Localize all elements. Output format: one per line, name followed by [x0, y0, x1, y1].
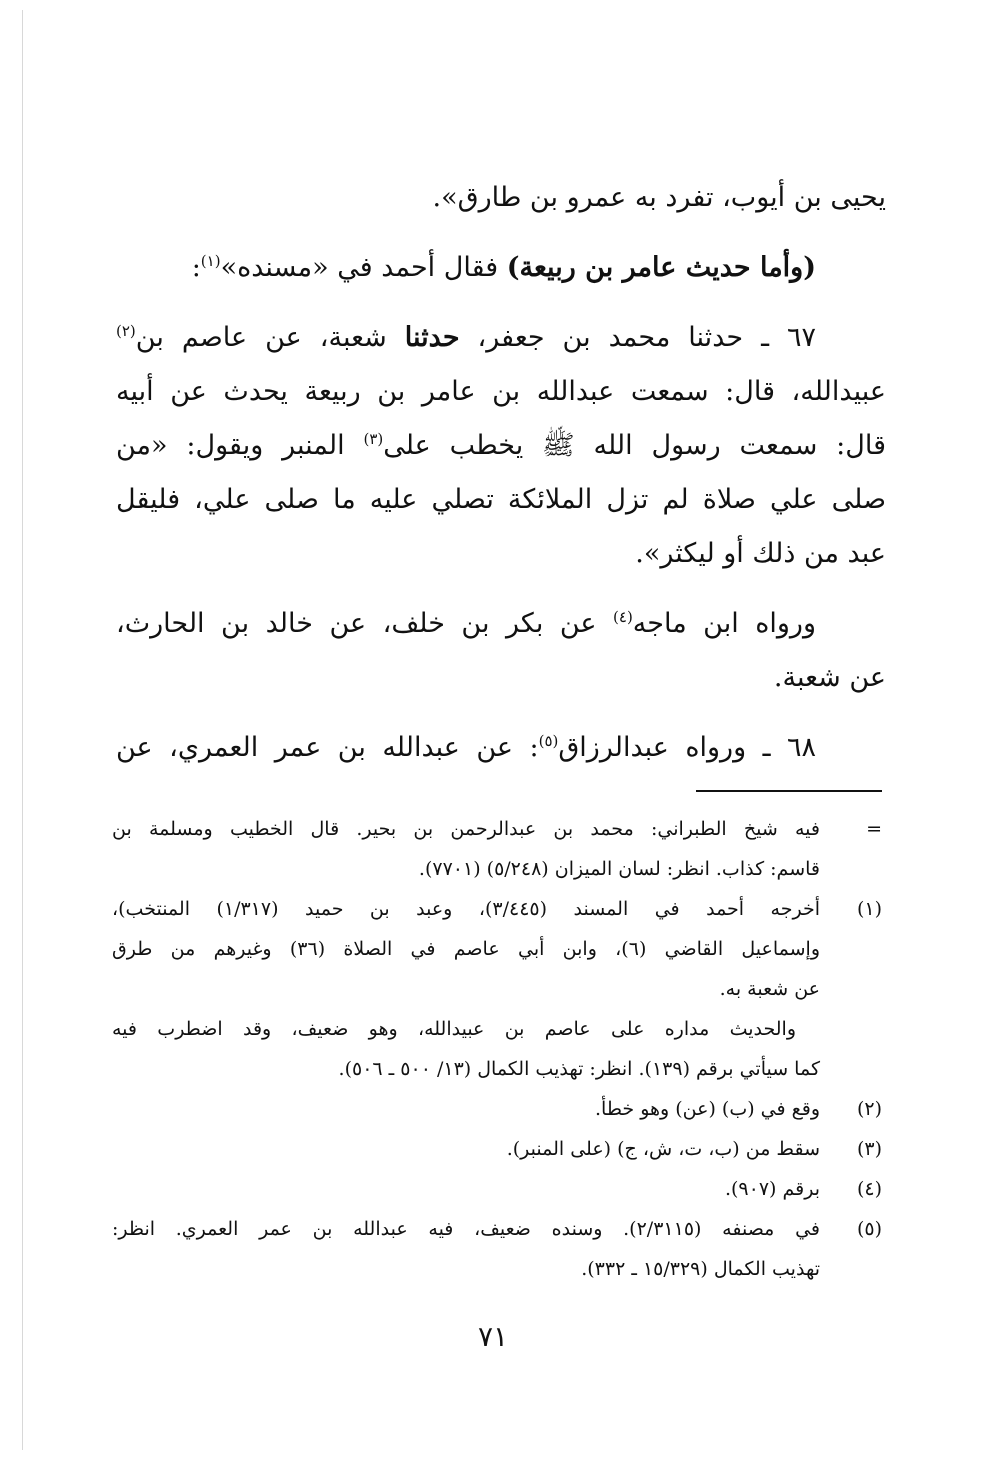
footnote-text: برقم (٩٠٧). — [724, 1178, 820, 1200]
footnote-number: (٢) — [856, 1098, 882, 1120]
footnote-1 — [112, 934, 882, 974]
footnotes — [112, 814, 882, 1294]
main-line — [116, 176, 886, 230]
footnote-text: عن شعبة به. — [719, 978, 820, 1000]
footnote-text: كما سيأتي برقم (١٣٩). انظر: تهذيب الكمال (١٣/ ٥٠٠ ـ ٥٠٦). — [338, 1058, 820, 1080]
text-line: عبد من ذلك أو ليكثر». — [635, 538, 886, 569]
footnote-ref: (١) — [200, 252, 221, 270]
section-heading — [116, 246, 886, 300]
ibn-majah-line-2 — [116, 656, 886, 710]
heading-rest: فقال أحمد في «مسنده» — [220, 252, 507, 283]
footnote-text: وقع في (ب) (عن) وهو خطأ. — [595, 1098, 820, 1120]
hadith-67-line-5 — [116, 532, 886, 586]
footnote-number: (١) — [856, 898, 882, 920]
text-part: شعبة، عن عاصم بن — [135, 322, 405, 353]
footnote-1 — [112, 1014, 882, 1054]
text-part: : عن عبدالله بن عمر العمري، عن — [116, 732, 539, 763]
heading-bold: (وأما حديث عامر بن ربيعة) — [506, 252, 816, 283]
hadith-number: ٦٧ ـ — [743, 322, 817, 353]
footnote-number: (٣) — [856, 1138, 882, 1160]
footnote-number: (٤) — [856, 1178, 882, 1200]
hadith-67-line-4 — [116, 478, 886, 532]
footnote-1 — [112, 974, 882, 1014]
footnote-4 — [112, 1174, 882, 1214]
text-line: يحيى بن أيوب، تفرد به عمرو بن طارق». — [432, 182, 886, 213]
continuation-marker: = — [866, 818, 882, 840]
footnote-text: سقط من (ب، ت، ش، ج) (على المنبر). — [506, 1138, 820, 1160]
footnote-3 — [112, 1134, 882, 1174]
footnote-separator — [696, 790, 882, 792]
page-number: ٧١ — [477, 1320, 509, 1353]
text-part: ورواه ابن ماجه — [632, 608, 816, 639]
footnote-2 — [112, 1094, 882, 1134]
footnote-5 — [112, 1254, 882, 1294]
footnote-1 — [112, 1054, 882, 1094]
heading-end: : — [191, 252, 201, 283]
text-part: قال: سمعت رسول الله ﷺ يخطب على — [383, 430, 886, 461]
footnote-continued — [112, 854, 882, 894]
footnote-text: فيه شيخ الطبراني: محمد بن عبدالرحمن بن بحير. قال الخطيب ومسلمة بن — [112, 818, 820, 840]
footnote-text: والحديث مداره على عاصم بن عبيدالله، وهو ضعيف، وقد اضطرب فيه — [112, 1018, 796, 1040]
footnote-continued — [112, 814, 882, 854]
footnote-text: وإسماعيل القاضي (٦)، وابن أبي عاصم في الصلاة (٣٦) وغيرهم من طرق — [112, 938, 821, 960]
text-part: المنبر ويقول: «من — [116, 430, 364, 461]
hadith-number: ٦٨ ـ — [746, 732, 816, 763]
hadith-67-line-1 — [116, 316, 886, 370]
scan-edge-line — [22, 10, 23, 1450]
footnote-text: تهذيب الكمال (١٥/٣٢٩ ـ ٣٣٢). — [581, 1258, 820, 1280]
text-line: عبيدالله، قال: سمعت عبدالله بن عامر بن ربيعة يحدث عن أبيه — [116, 376, 886, 407]
hadith-68-line-1 — [116, 726, 886, 780]
main-text — [116, 176, 886, 780]
hadith-67-line-2 — [116, 370, 886, 424]
text-line: عن شعبة. — [773, 662, 886, 693]
text-line: صلى علي صلاة لم تزل الملائكة تصلي عليه ما صلى علي، فليقل — [116, 484, 886, 515]
footnote-ref: (٢) — [116, 322, 136, 340]
footnote-ref: (٣) — [363, 430, 384, 448]
footnote-5 — [112, 1214, 882, 1254]
hadith-67-line-3 — [116, 424, 886, 478]
footnote-text: أخرجه أحمد في المسند (٣/٤٤٥)، وعبد بن حميد (١/٣١٧) المنتخب)، — [112, 898, 820, 920]
bold-word: حدثنا — [404, 322, 460, 353]
footnote-1 — [112, 894, 882, 934]
text-part: عن بكر بن خلف، عن خالد بن الحارث، — [116, 608, 614, 639]
ibn-majah-line-1 — [116, 602, 886, 656]
footnote-text: في مصنفه (٢/٣١١٥). وسنده ضعيف، فيه عبدالله بن عمر العمري. انظر: — [112, 1218, 820, 1240]
text-part: ورواه عبدالرزاق — [558, 732, 747, 763]
footnote-ref: (٥) — [538, 732, 559, 750]
text-part: حدثنا محمد بن جعفر، — [459, 322, 744, 353]
footnote-number: (٥) — [856, 1218, 882, 1240]
footnote-text: قاسم: كذاب. انظر: لسان الميزان (٥/٢٤٨) (٧٧٠١). — [418, 858, 820, 880]
footnote-ref: (٤) — [613, 608, 633, 626]
